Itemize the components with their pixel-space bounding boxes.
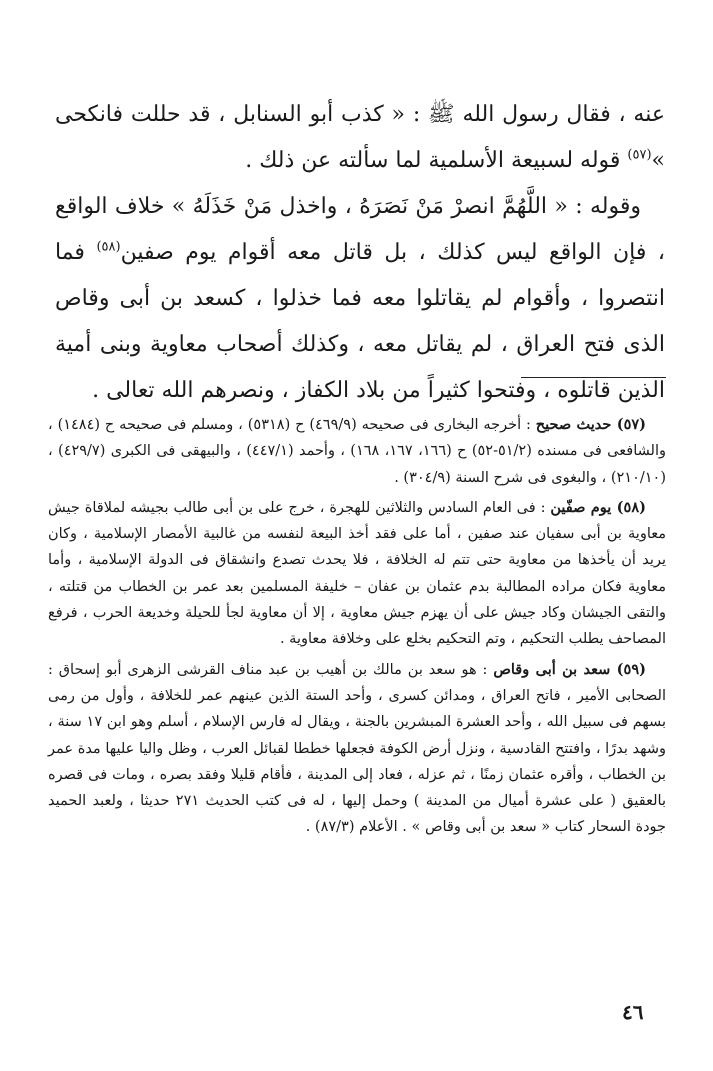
main-paragraph-1: عنه ، فقال رسول الله ﷺ : « كذب أبو السنابل ، قد حللت فانكحى »$^{(٥٧)}$ قوله لسبيعة الأسلمية لما سألته عن ذلك . xyxy=(55,102,665,173)
footnote-58-heading: (٥٨) يوم صفّين xyxy=(550,498,646,516)
footnote-57-heading: (٥٧) حديث صحيح xyxy=(535,416,647,433)
footnote-57 xyxy=(48,412,666,491)
footnotes xyxy=(48,412,666,841)
footnote-58-text: : فى العام السادس والثلاثين للهجرة ، خرج على بن أبى طالب بجيشه لملاقاة جيش معاوية بن أبى سفيان عند صفين ، أما على فقد أخذ البيعة لنفسه من غالبية الأمصار الإسلامية ، وكان يريد أن يأخذها من معاوية حتى تتم له الخلافة ، فلا يحدث تصدع وانشقاق فى الدولة الإسلامية ، وأما معاوية فكان مراده المطالبة بدم عثمان بن عفان – خليفة المسلمين بعد عمر بن الخطاب من قتلته ، والتقى الجيشان وكاد جيش على أن يهزم جيش معاوية ، إلا أن معاوية لجأ للحيلة وخديعة الحرب ، فرفع المصاحف يطلب التحكيم ، وتم التحكيم بخلع على وخلافة معاوية . xyxy=(48,499,666,648)
footnote-59 xyxy=(48,657,666,841)
footnote-59-heading: (٥٩) سعد بن أبى وقاص xyxy=(493,660,646,678)
main-text xyxy=(55,92,665,414)
footnote-58 xyxy=(48,495,666,653)
main-paragraph-2: وقوله : « اللَّهُمَّ انصرْ مَنْ نَصَرَهُ ، واخذل مَنْ خَذَلَهُ » خلاف الواقع ، فإن الواقع ليس كذلك ، بل قاتل معه أقوام يوم صفين$^{(٥٨)}$ فما انتصروا ، وأقوام لم يقاتلوا معه فما خذلوا ، كسعد بن أبى وقاص الذى فتح العراق ، لم يقاتل معه ، وكذلك أصحاب معاوية وبنى أمية الذين قاتلوه ، وفتحوا كثيراً من بلاد الكفاز ، ونصرهم الله تعالى . xyxy=(55,194,665,403)
footnote-separator xyxy=(521,377,666,378)
footnote-ref-57[interactable]: (٥٧) xyxy=(627,147,652,163)
page-number: ٤٦ xyxy=(622,1000,644,1024)
footnote-59-text: : هو سعد بن مالك بن أهيب بن عبد مناف القرشى الزهرى أبو إسحاق : الصحابى الأمير ، فاتح العراق ، ومدائن كسرى ، وأحد الستة الذين عينهم عمر للخلافة ، وأول من رمى بسهم فى سبيل الله ، وأحد العشرة المبشرين بالجنة ، ويقال له فارس الإسلام ، أسلم وهو ابن ١٧ سنة ، وشهد بدرًا ، وافتتح القادسية ، ونزل أرض الكوفة فجعلها خططا لقبائل العرب ، وظل واليا عليها مدة عمر بن الخطاب ، وأقره عثمان زمنًا ، ثم عزله ، فعاد إلى المدينة ، فأقام قليلا وفقد بصره ، ومات فى قصره بالعقيق ( على عشرة أميال من المدينة ) وحمل إليها ، له فى كتب الحديث ٢٧١ حديثا ، ولعبد الحميد جودة السحار كتاب « سعد بن أبى وقاص » . الأعلام (٨٧/٣) . xyxy=(48,661,666,836)
footnote-ref-58[interactable]: (٥٨) xyxy=(96,239,121,255)
footnote-57-text: : أخرجه البخارى فى صحيحه (٤٦٩/٩) ح (٥٣١٨) ، ومسلم فى صحيحه ح (١٤٨٤) ، والشافعى فى مسنده (٥١/٢-٥٢) ح (١٦٦، ١٦٧، ١٦٨) ، وأحمد (٤٤٧/١) ، والبيهقى فى الكبرى (٤٢٩/٧) ، (٢١٠/١٠) ، والبغوى فى شرح السنة (٣٠٤/٩) . xyxy=(48,417,666,486)
